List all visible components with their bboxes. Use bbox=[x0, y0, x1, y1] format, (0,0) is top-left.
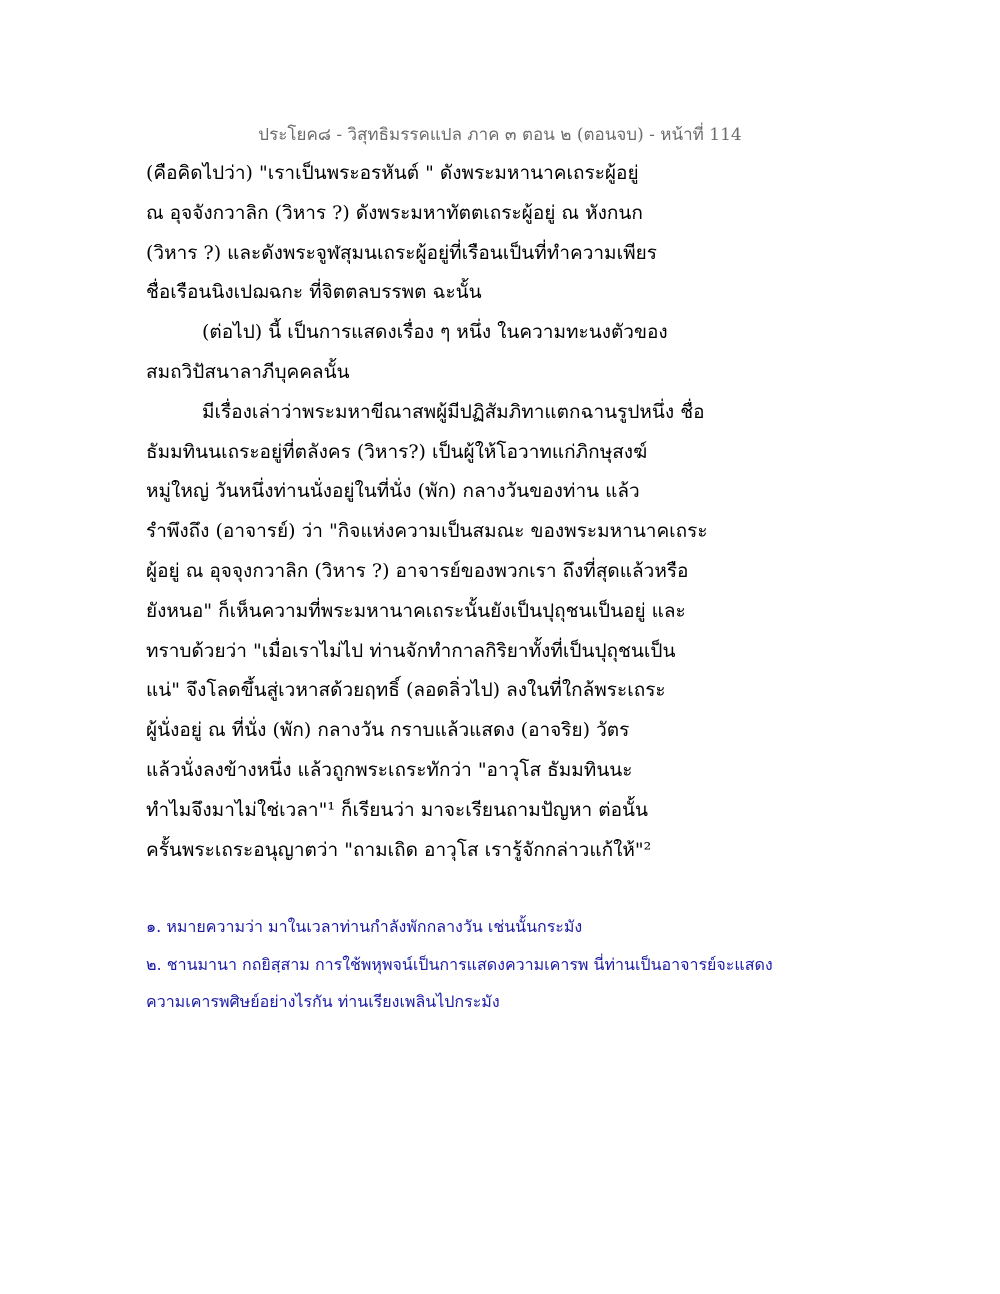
text-line: (ต่อไป) นี้ เป็นการแสดงเรื่อง ๆ หนึ่ง ในความทะนงตัวของ bbox=[202, 321, 668, 344]
text-line: ธัมมทินนเถระอยู่ที่ตลังคร (วิหาร?) เป็นผู้ให้โอวาทแก่ภิกษุสงฆ์ bbox=[146, 440, 648, 463]
text-line: (คือคิดไปว่า) "เราเป็นพระอรหันต์ " ดังพระมหานาคเถระผู้อยู่ bbox=[146, 162, 639, 184]
footnote-line: ๑. หมายความว่า มาในเวลาท่านกำลังพักกลางวัน เช่นนั้นกระมัง bbox=[146, 917, 583, 936]
text-line: แล้วนั่งลงข้างหนึ่ง แล้วถูกพระเถระทักว่า "อาวุโส ธัมมทินนะ bbox=[146, 758, 633, 781]
footnote-line: ความเคารพศิษย์อย่างไรกัน ท่านเรียงเพลินไปกระมัง bbox=[146, 992, 500, 1011]
text-line: ยังหนอ" ก็เห็นความที่พระมหานาคเถระนั้นยังเป็นปุถุชนเป็นอยู่ และ bbox=[146, 599, 686, 622]
text-line: ชื่อเรือนนิงเปฌฉกะ ที่จิตตลบรรพต ฉะนั้น bbox=[146, 281, 482, 304]
text-line: ครั้นพระเถระอนุญาตว่า "ถามเถิด อาวุโส เรารู้จักกล่าวแก้ให้"² bbox=[146, 838, 652, 861]
text-line: รำพึงถึง (อาจารย์) ว่า "กิจแห่งความเป็นสมณะ ของพระมหานาคเถระ bbox=[146, 520, 708, 543]
text-line: มีเรื่องเล่าว่าพระมหาขีณาสพผู้มีปฏิสัมภิทาแตกฉานรูปหนึ่ง ชื่อ bbox=[202, 400, 705, 423]
text-line: ทำไมจึงมาไม่ใช่เวลา"¹ ก็เรียนว่า มาจะเรียนถามปัญหา ต่อนั้น bbox=[146, 798, 648, 821]
footnotes bbox=[146, 908, 846, 1021]
text-line: ผู้อยู่ ณ อุจจุงกวาลิก (วิหาร ?) อาจารย์ของพวกเรา ถึงที่สุดแล้วหรือ bbox=[146, 559, 689, 582]
text-line: ณ อุจจังกวาลิก (วิหาร ?) ดังพระมหาทัตตเถระผู้อยู่ ณ หังกนก bbox=[146, 201, 643, 224]
text-line: ผู้นั่งอยู่ ณ ที่นั่ง (พัก) กลางวัน กราบแล้วแสดง (อาจริย) วัตร bbox=[146, 719, 630, 742]
footnote-line: ๒. ชานมานา กถยิสฺสาม การใช้พหุพจน์เป็นการแสดงความเคารพ นี่ท่านเป็นอาจารย์จะแสดง bbox=[146, 954, 773, 974]
text-line: แน่" จึงโลดขึ้นสู่เวหาสด้วยฤทธิ์ (ลอดลิ่วไป) ลงในที่ใกล้พระเถระ bbox=[146, 679, 666, 702]
text-line: สมถวิปัสนาลาภีบุคคลนั้น bbox=[146, 360, 350, 383]
text-line: หมู่ใหญ่ วันหนึ่งท่านนั่งอยู่ในที่นั่ง (พัก) กลางวันของท่าน แล้ว bbox=[146, 480, 640, 503]
text-line: ทราบด้วยว่า "เมื่อเราไม่ไป ท่านจักทำกาลกิริยาทั้งที่เป็นปุถุชนเป็น bbox=[146, 639, 676, 662]
body-text bbox=[146, 154, 846, 870]
text-line: (วิหาร ?) และดังพระจูฬสุมนเถระผู้อยู่ที่เรือนเป็นที่ทำความเพียร bbox=[146, 241, 657, 264]
page-header: ประโยค๘ - วิสุทธิมรรคแปล ภาค ๓ ตอน ๒ (ตอนจบ) - หน้าที่ 114 bbox=[258, 125, 742, 145]
